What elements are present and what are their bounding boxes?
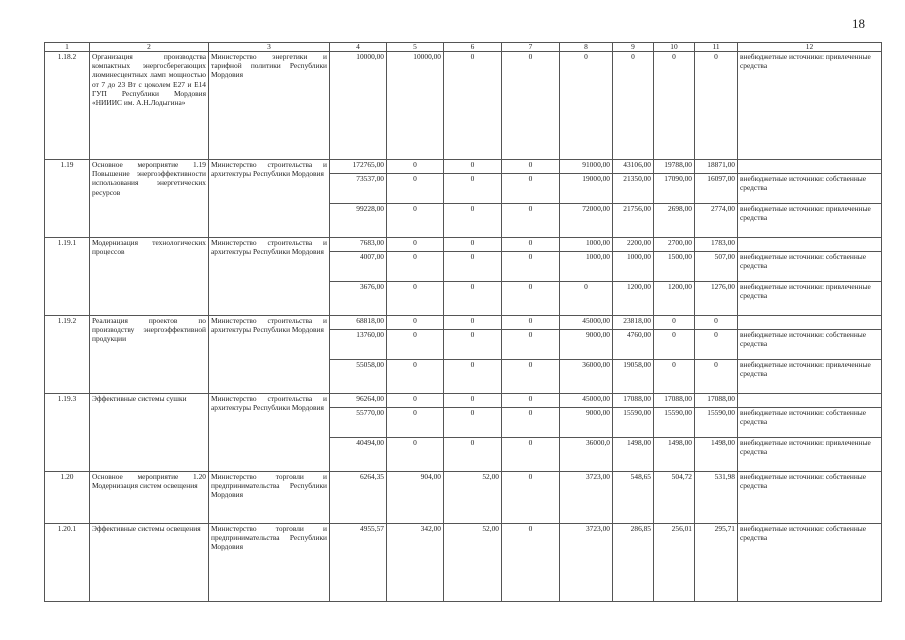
funding-source: внебюджетные источники: привлеченные средства xyxy=(738,52,882,160)
value-cell: 17090,00 xyxy=(654,174,695,204)
value-cell: 99228,00 xyxy=(330,204,387,238)
value-cell: 1200,00 xyxy=(613,282,654,316)
header-cell: 10 xyxy=(654,43,695,52)
funding-source: внебюджетные источники: собственные средства xyxy=(738,524,882,602)
funding-source: внебюджетные источники: привлеченные средства xyxy=(738,204,882,238)
value-cell: 0 xyxy=(560,282,613,316)
value-cell: 0 xyxy=(444,238,502,252)
value-cell: 19058,00 xyxy=(613,360,654,394)
value-cell: 0 xyxy=(444,360,502,394)
value-cell: 17088,00 xyxy=(613,394,654,408)
row-number: 1.19.3 xyxy=(45,394,90,472)
header-cell: 8 xyxy=(560,43,613,52)
value-cell: 6264,35 xyxy=(330,472,387,524)
table-row xyxy=(45,472,882,524)
funding-source: внебюджетные источники: привлеченные средства xyxy=(738,438,882,472)
value-cell: 9000,00 xyxy=(560,330,613,360)
value-cell: 0 xyxy=(502,204,560,238)
value-cell: 18871,00 xyxy=(695,160,738,174)
value-cell: 45000,00 xyxy=(560,394,613,408)
header-cell: 5 xyxy=(387,43,444,52)
table-row xyxy=(45,394,882,408)
row-number: 1.19 xyxy=(45,160,90,238)
row-number: 1.20.1 xyxy=(45,524,90,602)
value-cell: 0 xyxy=(444,204,502,238)
value-cell: 507,00 xyxy=(695,252,738,282)
value-cell: 0 xyxy=(387,160,444,174)
value-cell: 0 xyxy=(387,204,444,238)
value-cell: 1276,00 xyxy=(695,282,738,316)
value-cell: 0 xyxy=(387,174,444,204)
value-cell: 295,71 xyxy=(695,524,738,602)
activity-name: Эффективные системы освещения xyxy=(90,524,209,602)
table-header-row xyxy=(45,43,882,52)
value-cell: 1498,00 xyxy=(654,438,695,472)
value-cell: 0 xyxy=(444,252,502,282)
value-cell: 0 xyxy=(654,360,695,394)
value-cell: 2200,00 xyxy=(613,238,654,252)
value-cell: 0 xyxy=(387,408,444,438)
value-cell: 13760,00 xyxy=(330,330,387,360)
activity-name: Организация производства компактных энергосберегающих люминесцентных ламп мощностью от 7 до 23 Вт с цоколем Е27 и Е14 ГУП Республики Мордовия «НИИИС им. А.Н.Лодыгина» xyxy=(90,52,209,160)
value-cell: 0 xyxy=(444,330,502,360)
activity-name: Модернизация технологических процессов xyxy=(90,238,209,316)
value-cell: 17088,00 xyxy=(654,394,695,408)
value-cell: 172765,00 xyxy=(330,160,387,174)
header-cell: 6 xyxy=(444,43,502,52)
value-cell: 91000,00 xyxy=(560,160,613,174)
value-cell: 7683,00 xyxy=(330,238,387,252)
executor: Министерство строительства и архитектуры Республики Мордовия xyxy=(209,160,330,238)
value-cell: 0 xyxy=(695,52,738,160)
value-cell: 0 xyxy=(654,330,695,360)
value-cell: 1000,00 xyxy=(560,238,613,252)
value-cell: 1000,00 xyxy=(560,252,613,282)
value-cell: 73537,00 xyxy=(330,174,387,204)
value-cell: 0 xyxy=(444,394,502,408)
executor: Министерство строительства и архитектуры Республики Мордовия xyxy=(209,238,330,316)
value-cell: 0 xyxy=(444,438,502,472)
value-cell: 40494,00 xyxy=(330,438,387,472)
value-cell: 0 xyxy=(502,316,560,330)
value-cell: 0 xyxy=(444,174,502,204)
value-cell: 0 xyxy=(444,408,502,438)
value-cell: 23818,00 xyxy=(613,316,654,330)
header-cell: 4 xyxy=(330,43,387,52)
table-row xyxy=(45,524,882,602)
header-cell: 3 xyxy=(209,43,330,52)
value-cell: 55058,00 xyxy=(330,360,387,394)
funding-source xyxy=(738,160,882,174)
value-cell: 0 xyxy=(695,316,738,330)
value-cell: 0 xyxy=(502,472,560,524)
value-cell: 45000,00 xyxy=(560,316,613,330)
header-cell: 12 xyxy=(738,43,882,52)
value-cell: 0 xyxy=(502,438,560,472)
value-cell: 52,00 xyxy=(444,524,502,602)
row-number: 1.19.2 xyxy=(45,316,90,394)
executor: Министерство строительства и архитектуры Республики Мордовия xyxy=(209,316,330,394)
value-cell: 1498,00 xyxy=(613,438,654,472)
value-cell: 10000,00 xyxy=(330,52,387,160)
value-cell: 55770,00 xyxy=(330,408,387,438)
value-cell: 1498,00 xyxy=(695,438,738,472)
table-row xyxy=(45,316,882,330)
page-number: 18 xyxy=(852,16,865,31)
value-cell: 0 xyxy=(502,330,560,360)
value-cell: 15590,00 xyxy=(654,408,695,438)
value-cell: 0 xyxy=(502,238,560,252)
funding-source: внебюджетные источники: привлеченные средства xyxy=(738,360,882,394)
value-cell: 19788,00 xyxy=(654,160,695,174)
header-cell: 11 xyxy=(695,43,738,52)
value-cell: 4007,00 xyxy=(330,252,387,282)
table-row xyxy=(45,238,882,252)
funding-source: внебюджетные источники: привлеченные средства xyxy=(738,282,882,316)
value-cell: 1200,00 xyxy=(654,282,695,316)
value-cell: 2698,00 xyxy=(654,204,695,238)
value-cell: 0 xyxy=(387,394,444,408)
value-cell: 10000,00 xyxy=(387,52,444,160)
value-cell: 9000,00 xyxy=(560,408,613,438)
value-cell: 15590,00 xyxy=(695,408,738,438)
value-cell: 68818,00 xyxy=(330,316,387,330)
value-cell: 0 xyxy=(444,52,502,160)
value-cell: 0 xyxy=(695,330,738,360)
value-cell: 0 xyxy=(387,438,444,472)
value-cell: 0 xyxy=(444,316,502,330)
header-cell: 2 xyxy=(90,43,209,52)
value-cell: 0 xyxy=(502,174,560,204)
value-cell: 21350,00 xyxy=(613,174,654,204)
header-cell: 1 xyxy=(45,43,90,52)
value-cell: 0 xyxy=(387,360,444,394)
value-cell: 4760,00 xyxy=(613,330,654,360)
value-cell: 0 xyxy=(654,316,695,330)
header-cell: 7 xyxy=(502,43,560,52)
value-cell: 904,00 xyxy=(387,472,444,524)
funding-source xyxy=(738,394,882,408)
value-cell: 15590,00 xyxy=(613,408,654,438)
value-cell: 0 xyxy=(502,360,560,394)
value-cell: 3723,00 xyxy=(560,524,613,602)
value-cell: 0 xyxy=(387,282,444,316)
funding-source: внебюджетные источники: собственные средства xyxy=(738,252,882,282)
executor: Министерство энергетики и тарифной политики Республики Мордовия xyxy=(209,52,330,160)
value-cell: 21756,00 xyxy=(613,204,654,238)
value-cell: 0 xyxy=(502,52,560,160)
value-cell: 1000,00 xyxy=(613,252,654,282)
value-cell: 0 xyxy=(654,52,695,160)
executor: Министерство строительства и архитектуры Республики Мордовия xyxy=(209,394,330,472)
executor: Министерство торговли и предпринимательства Республики Мордовия xyxy=(209,472,330,524)
value-cell: 0 xyxy=(387,316,444,330)
funding-source: внебюджетные источники: собственные средства xyxy=(738,174,882,204)
value-cell: 36000,00 xyxy=(560,360,613,394)
value-cell: 43106,00 xyxy=(613,160,654,174)
executor: Министерство торговли и предпринимательства Республики Мордовия xyxy=(209,524,330,602)
row-number: 1.20 xyxy=(45,472,90,524)
table-row xyxy=(45,160,882,174)
value-cell: 504,72 xyxy=(654,472,695,524)
value-cell: 342,00 xyxy=(387,524,444,602)
value-cell: 2700,00 xyxy=(654,238,695,252)
value-cell: 36000,0 xyxy=(560,438,613,472)
activity-name: Основное мероприятие 1.20 Модернизация систем освещения xyxy=(90,472,209,524)
value-cell: 3723,00 xyxy=(560,472,613,524)
value-cell: 3676,00 xyxy=(330,282,387,316)
value-cell: 0 xyxy=(502,252,560,282)
value-cell: 0 xyxy=(444,282,502,316)
row-number: 1.18.2 xyxy=(45,52,90,160)
value-cell: 0 xyxy=(502,282,560,316)
value-cell: 4955,57 xyxy=(330,524,387,602)
value-cell: 531,98 xyxy=(695,472,738,524)
value-cell: 19000,00 xyxy=(560,174,613,204)
value-cell: 0 xyxy=(560,52,613,160)
value-cell: 1783,00 xyxy=(695,238,738,252)
value-cell: 0 xyxy=(502,394,560,408)
value-cell: 0 xyxy=(695,360,738,394)
value-cell: 548,65 xyxy=(613,472,654,524)
value-cell: 0 xyxy=(502,408,560,438)
value-cell: 0 xyxy=(387,238,444,252)
row-number: 1.19.1 xyxy=(45,238,90,316)
value-cell: 286,85 xyxy=(613,524,654,602)
funding-source: внебюджетные источники: собственные средства xyxy=(738,408,882,438)
value-cell: 72000,00 xyxy=(560,204,613,238)
activity-name: Эффективные системы сушки xyxy=(90,394,209,472)
value-cell: 2774,00 xyxy=(695,204,738,238)
value-cell: 256,01 xyxy=(654,524,695,602)
funding-source: внебюджетные источники: собственные средства xyxy=(738,330,882,360)
activity-name: Основное мероприятие 1.19 Повышение энергоэффективности использования энергетических ресурсов xyxy=(90,160,209,238)
value-cell: 17088,00 xyxy=(695,394,738,408)
value-cell: 1500,00 xyxy=(654,252,695,282)
value-cell: 0 xyxy=(502,160,560,174)
value-cell: 52,00 xyxy=(444,472,502,524)
value-cell: 0 xyxy=(613,52,654,160)
header-cell: 9 xyxy=(613,43,654,52)
funding-source xyxy=(738,316,882,330)
value-cell: 0 xyxy=(502,524,560,602)
program-table xyxy=(44,42,882,602)
value-cell: 0 xyxy=(387,330,444,360)
funding-source: внебюджетные источники: собственные средства xyxy=(738,472,882,524)
funding-source xyxy=(738,238,882,252)
value-cell: 16097,00 xyxy=(695,174,738,204)
table-row xyxy=(45,52,882,160)
activity-name: Реализация проектов по производству энергоэффективной продукции xyxy=(90,316,209,394)
value-cell: 0 xyxy=(444,160,502,174)
value-cell: 96264,00 xyxy=(330,394,387,408)
value-cell: 0 xyxy=(387,252,444,282)
